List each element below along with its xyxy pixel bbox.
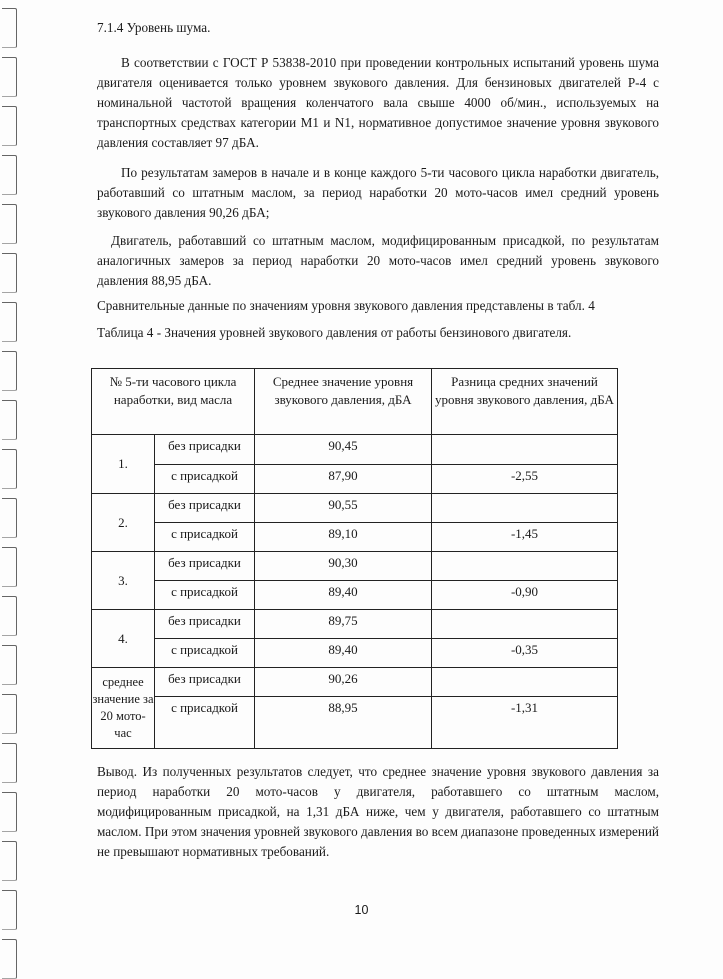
conclusion-paragraph: Вывод. Из полученных результатов следует, что среднее значение уровня звукового давления за период наработки 20 мото-часов у двигателя, работавшего со штатным маслом, модифицированным присадкой, на 1,31 дБА ниже, чем у двигателя, работавшего со штатным маслом. При этом значения уровней звукового давления во всем диапазоне проведенных измерений не превышают нормативных требований. bbox=[97, 764, 659, 859]
diff-value-empty bbox=[432, 494, 618, 523]
mean-value: 88,95 bbox=[255, 697, 432, 749]
binding-tick bbox=[2, 939, 17, 979]
cycle-label: 2. bbox=[92, 494, 155, 552]
binding-tick bbox=[2, 204, 17, 244]
diff-value: -1,45 bbox=[432, 523, 618, 552]
binding-tick bbox=[2, 106, 17, 146]
cycle-label: среднее значение за 20 мото-час bbox=[92, 668, 155, 749]
binding-tick bbox=[2, 743, 17, 783]
diff-value-empty bbox=[432, 552, 618, 581]
binding-tick bbox=[2, 449, 17, 489]
mean-value: 90,26 bbox=[255, 668, 432, 697]
paragraph-modified-oil: Двигатель, работавший со штатным маслом, модифицированным присадкой, по результатам аналогичных замеров за период наработки 20 мото-часов имел средний уровень звукового давления 88,95 дБА. bbox=[97, 233, 659, 288]
diff-value: -0,90 bbox=[432, 581, 618, 610]
oil-type: без присадки bbox=[155, 494, 255, 523]
mean-value: 89,40 bbox=[255, 639, 432, 668]
diff-value: -0,35 bbox=[432, 639, 618, 668]
binding-tick bbox=[2, 645, 17, 685]
table-caption: Таблица 4 - Значения уровней звукового давления от работы бензинового двигателя. bbox=[97, 325, 572, 340]
cycle-label: 4. bbox=[92, 610, 155, 668]
diff-value-empty bbox=[432, 610, 618, 639]
header-cycle: № 5-ти часового цикла наработки, вид масла bbox=[92, 369, 255, 435]
table-row bbox=[92, 581, 618, 610]
binding-tick bbox=[2, 498, 17, 538]
binding-tick bbox=[2, 57, 17, 97]
mean-value: 87,90 bbox=[255, 465, 432, 494]
paragraph-gost: В соответствии с ГОСТ Р 53838-2010 при проведении контрольных испытаний уровень шума двигателя оценивается только уровнем звукового давления. Для бензиновых двигателей Р-4 с номинальной частотой вращения коленчатого вала свыше 4000 об/мин., используемых на транспортных средствах категории М1 и N1, нормативное допустимое значение уровня звукового давления составляет 97 дБА. bbox=[97, 55, 659, 150]
binding-tick bbox=[2, 547, 17, 587]
noise-table bbox=[91, 368, 618, 749]
table-header-row bbox=[92, 369, 618, 435]
oil-type: без присадки bbox=[155, 552, 255, 581]
oil-type: без присадки bbox=[155, 435, 255, 465]
binding-tick bbox=[2, 351, 17, 391]
section-heading: 7.1.4 Уровень шума. bbox=[97, 20, 211, 35]
table-row bbox=[92, 435, 618, 465]
binding-tick bbox=[2, 400, 17, 440]
header-diff: Разница средних значений уровня звукового давления, дБА bbox=[432, 369, 618, 435]
table-row bbox=[92, 494, 618, 523]
mean-value: 89,10 bbox=[255, 523, 432, 552]
binding-tick bbox=[2, 8, 17, 48]
mean-value: 89,40 bbox=[255, 581, 432, 610]
oil-type: с присадкой bbox=[155, 523, 255, 552]
binding-tick bbox=[2, 596, 17, 636]
table-row bbox=[92, 465, 618, 494]
binding-tick bbox=[2, 792, 17, 832]
diff-value-empty bbox=[432, 435, 618, 465]
oil-type: с присадкой bbox=[155, 697, 255, 749]
diff-value: -1,31 bbox=[432, 697, 618, 749]
mean-value: 89,75 bbox=[255, 610, 432, 639]
table-row bbox=[92, 697, 618, 749]
binding-tick bbox=[2, 694, 17, 734]
binding-tick bbox=[2, 841, 17, 881]
mean-value: 90,30 bbox=[255, 552, 432, 581]
oil-type: с присадкой bbox=[155, 465, 255, 494]
cycle-label: 1. bbox=[92, 435, 155, 494]
page-number: 10 bbox=[354, 903, 369, 917]
header-mean: Среднее значение уровня звукового давления, дБА bbox=[255, 369, 432, 435]
binding-tick bbox=[2, 302, 17, 342]
binding-tick bbox=[2, 253, 17, 293]
cycle-label: 3. bbox=[92, 552, 155, 610]
table-row bbox=[92, 639, 618, 668]
oil-type: без присадки bbox=[155, 668, 255, 697]
table-row bbox=[92, 610, 618, 639]
mean-value: 90,55 bbox=[255, 494, 432, 523]
mean-value: 90,45 bbox=[255, 435, 432, 465]
table-row bbox=[92, 668, 618, 697]
table-row bbox=[92, 523, 618, 552]
diff-value: -2,55 bbox=[432, 465, 618, 494]
oil-type: с присадкой bbox=[155, 639, 255, 668]
diff-value-empty bbox=[432, 668, 618, 697]
table-row bbox=[92, 552, 618, 581]
paragraph-standard-oil: По результатам замеров в начале и в конце каждого 5-ти часового цикла наработки двигатель, работавший со штатным маслом, за период наработки 20 мото-часов имел средний уровень звукового давления 90,26 дБА; bbox=[97, 165, 659, 220]
paragraph-comparison: Сравнительные данные по значениям уровня звукового давления представлены в табл. 4 bbox=[97, 298, 595, 313]
binding-tick bbox=[2, 155, 17, 195]
binding-spine bbox=[0, 0, 22, 947]
oil-type: без присадки bbox=[155, 610, 255, 639]
oil-type: с присадкой bbox=[155, 581, 255, 610]
